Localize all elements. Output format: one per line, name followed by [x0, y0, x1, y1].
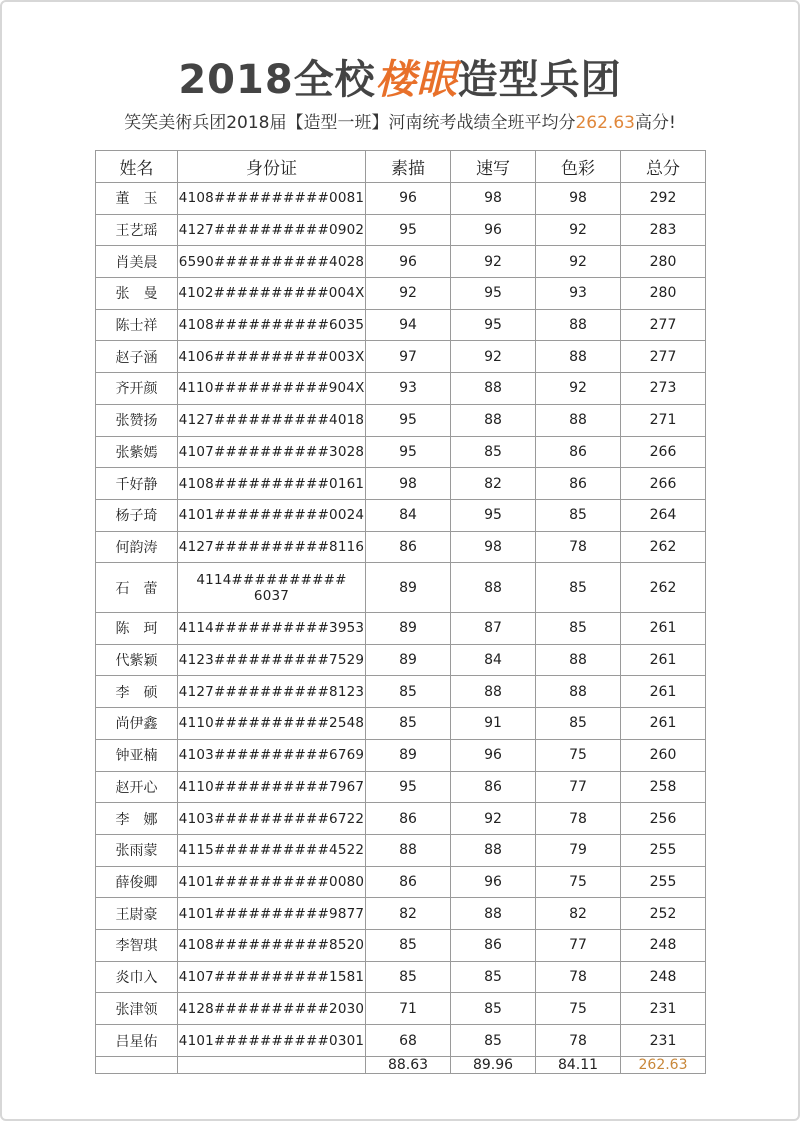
sketch-score: 84 — [366, 499, 451, 531]
total-score: 261 — [621, 676, 706, 708]
total-score: 262 — [621, 563, 706, 613]
color-score: 88 — [536, 309, 621, 341]
id-number: 4107##########3028 — [178, 436, 366, 468]
id-number: 4127##########4018 — [178, 404, 366, 436]
student-name: 董 玉 — [96, 183, 178, 215]
id-number: 4107##########1581 — [178, 961, 366, 993]
student-name: 李 硕 — [96, 676, 178, 708]
subtitle-text: 笑笑美術兵团2018届【造型一班】河南统考战绩全班平均分 — [124, 113, 576, 133]
color-score: 77 — [536, 771, 621, 803]
student-name: 石 蕾 — [96, 563, 178, 613]
id-number: 4106##########003X — [178, 341, 366, 373]
quick-sketch-score: 96 — [451, 214, 536, 246]
id-number: 4103##########6769 — [178, 739, 366, 771]
sketch-score: 96 — [366, 183, 451, 215]
quick-sketch-score: 88 — [451, 676, 536, 708]
student-name: 炎巾入 — [96, 961, 178, 993]
sketch-score: 94 — [366, 309, 451, 341]
table-row — [96, 341, 706, 373]
id-number: 6590##########4028 — [178, 246, 366, 278]
page-title — [0, 48, 800, 105]
quick-sketch-score: 84 — [451, 644, 536, 676]
table-row — [96, 676, 706, 708]
table-row — [96, 993, 706, 1025]
color-score: 85 — [536, 613, 621, 645]
color-score: 93 — [536, 278, 621, 310]
student-name: 张雨蒙 — [96, 834, 178, 866]
table-row — [96, 739, 706, 771]
subtitle-average: 262.63 — [575, 113, 635, 133]
total-score: 231 — [621, 993, 706, 1025]
quick-sketch-score: 88 — [451, 898, 536, 930]
quick-sketch-score: 85 — [451, 436, 536, 468]
color-score: 88 — [536, 644, 621, 676]
total-score: 264 — [621, 499, 706, 531]
sketch-score: 71 — [366, 993, 451, 1025]
student-name: 王艺瑶 — [96, 214, 178, 246]
sketch-score: 97 — [366, 341, 451, 373]
average-row — [96, 1057, 706, 1074]
title-accent: 楼眼 — [375, 57, 458, 103]
student-name: 王尉豪 — [96, 898, 178, 930]
id-number: 4101##########0080 — [178, 866, 366, 898]
student-name: 杨子琦 — [96, 499, 178, 531]
student-name: 吕星佑 — [96, 1025, 178, 1057]
sketch-score: 85 — [366, 929, 451, 961]
sketch-score: 86 — [366, 531, 451, 563]
sketch-score: 96 — [366, 246, 451, 278]
total-score: 252 — [621, 898, 706, 930]
sketch-score: 85 — [366, 961, 451, 993]
id-number: 4108##########8520 — [178, 929, 366, 961]
id-number: 4101##########0301 — [178, 1025, 366, 1057]
sketch-score: 95 — [366, 214, 451, 246]
table-row — [96, 834, 706, 866]
quick-sketch-score: 95 — [451, 278, 536, 310]
student-name: 李智琪 — [96, 929, 178, 961]
quick-sketch-score: 87 — [451, 613, 536, 645]
sketch-score: 92 — [366, 278, 451, 310]
table-row — [96, 309, 706, 341]
id-number: 4127##########0902 — [178, 214, 366, 246]
id-number: 4114##########3953 — [178, 613, 366, 645]
color-score: 98 — [536, 183, 621, 215]
table-header-row — [96, 151, 706, 183]
color-score: 82 — [536, 898, 621, 930]
color-score: 75 — [536, 993, 621, 1025]
quick-sketch-score: 95 — [451, 499, 536, 531]
total-score: 292 — [621, 183, 706, 215]
student-name: 尚伊鑫 — [96, 708, 178, 740]
table-row — [96, 404, 706, 436]
color-score: 75 — [536, 866, 621, 898]
sketch-score: 95 — [366, 771, 451, 803]
sketch-score: 82 — [366, 898, 451, 930]
color-score: 88 — [536, 404, 621, 436]
table-row — [96, 866, 706, 898]
total-score: 260 — [621, 739, 706, 771]
id-number: 4110##########7967 — [178, 771, 366, 803]
sketch-score: 89 — [366, 613, 451, 645]
color-score: 77 — [536, 929, 621, 961]
student-name: 代紫颖 — [96, 644, 178, 676]
average-name-cell — [96, 1057, 178, 1074]
color-score: 85 — [536, 499, 621, 531]
student-name: 齐开颜 — [96, 373, 178, 405]
color-score: 78 — [536, 531, 621, 563]
total-score: 261 — [621, 644, 706, 676]
total-score: 258 — [621, 771, 706, 803]
average-color: 84.11 — [536, 1057, 621, 1074]
id-number: 4108##########6035 — [178, 309, 366, 341]
table-row — [96, 771, 706, 803]
sketch-score: 89 — [366, 739, 451, 771]
color-score: 92 — [536, 373, 621, 405]
subtitle-tail: 高分! — [634, 113, 676, 133]
page-subtitle — [0, 108, 800, 133]
sketch-score: 86 — [366, 803, 451, 835]
color-score: 92 — [536, 246, 621, 278]
quick-sketch-score: 85 — [451, 961, 536, 993]
header-id: 身份证 — [178, 151, 366, 183]
quick-sketch-score: 98 — [451, 531, 536, 563]
table-row — [96, 183, 706, 215]
student-name: 何韵涛 — [96, 531, 178, 563]
id-number: 4103##########6722 — [178, 803, 366, 835]
sketch-score: 89 — [366, 563, 451, 613]
quick-sketch-score: 82 — [451, 468, 536, 500]
color-score: 86 — [536, 436, 621, 468]
title-suffix: 造型兵团 — [457, 57, 622, 103]
average-sketch: 88.63 — [366, 1057, 451, 1074]
id-number: 4102##########004X — [178, 278, 366, 310]
quick-sketch-score: 88 — [451, 373, 536, 405]
total-score: 255 — [621, 834, 706, 866]
table-row — [96, 613, 706, 645]
total-score: 261 — [621, 613, 706, 645]
student-name: 张津领 — [96, 993, 178, 1025]
total-score: 266 — [621, 468, 706, 500]
id-number: 4101##########0024 — [178, 499, 366, 531]
quick-sketch-score: 86 — [451, 771, 536, 803]
quick-sketch-score: 96 — [451, 739, 536, 771]
quick-sketch-score: 96 — [451, 866, 536, 898]
score-table — [95, 150, 706, 1074]
total-score: 271 — [621, 404, 706, 436]
id-number: 4108##########0161 — [178, 468, 366, 500]
table-body — [96, 183, 706, 1057]
id-number: 4101##########9877 — [178, 898, 366, 930]
table-row — [96, 898, 706, 930]
average-total: 262.63 — [621, 1057, 706, 1074]
table-row — [96, 961, 706, 993]
student-name: 张 曼 — [96, 278, 178, 310]
table-row — [96, 278, 706, 310]
id-number: 4127##########8123 — [178, 676, 366, 708]
header-quick-sketch: 速写 — [451, 151, 536, 183]
student-name: 千好静 — [96, 468, 178, 500]
table-row — [96, 373, 706, 405]
id-number: 4115##########4522 — [178, 834, 366, 866]
id-number: 4127##########8116 — [178, 531, 366, 563]
sketch-score: 93 — [366, 373, 451, 405]
sketch-score: 68 — [366, 1025, 451, 1057]
sketch-score: 95 — [366, 404, 451, 436]
quick-sketch-score: 88 — [451, 834, 536, 866]
total-score: 277 — [621, 309, 706, 341]
color-score: 78 — [536, 961, 621, 993]
quick-sketch-score: 95 — [451, 309, 536, 341]
table-row — [96, 499, 706, 531]
table-row — [96, 214, 706, 246]
total-score: 280 — [621, 278, 706, 310]
header-total: 总分 — [621, 151, 706, 183]
header-sketch: 素描 — [366, 151, 451, 183]
quick-sketch-score: 92 — [451, 341, 536, 373]
student-name: 肖美晨 — [96, 246, 178, 278]
student-name: 赵开心 — [96, 771, 178, 803]
student-name: 李 娜 — [96, 803, 178, 835]
quick-sketch-score: 98 — [451, 183, 536, 215]
quick-sketch-score: 86 — [451, 929, 536, 961]
quick-sketch-score: 88 — [451, 563, 536, 613]
total-score: 266 — [621, 436, 706, 468]
total-score: 261 — [621, 708, 706, 740]
color-score: 85 — [536, 708, 621, 740]
total-score: 277 — [621, 341, 706, 373]
student-name: 赵子涵 — [96, 341, 178, 373]
total-score: 255 — [621, 866, 706, 898]
sketch-score: 95 — [366, 436, 451, 468]
total-score: 231 — [621, 1025, 706, 1057]
sketch-score: 89 — [366, 644, 451, 676]
color-score: 86 — [536, 468, 621, 500]
table-row — [96, 563, 706, 613]
table-row — [96, 436, 706, 468]
color-score: 88 — [536, 341, 621, 373]
total-score: 262 — [621, 531, 706, 563]
table-row — [96, 246, 706, 278]
color-score: 92 — [536, 214, 621, 246]
quick-sketch-score: 92 — [451, 246, 536, 278]
color-score: 79 — [536, 834, 621, 866]
table-row — [96, 468, 706, 500]
total-score: 280 — [621, 246, 706, 278]
table-row — [96, 929, 706, 961]
total-score: 248 — [621, 929, 706, 961]
table-row — [96, 1025, 706, 1057]
student-name: 薛俊卿 — [96, 866, 178, 898]
color-score: 78 — [536, 1025, 621, 1057]
student-name: 陈士祥 — [96, 309, 178, 341]
table-row — [96, 708, 706, 740]
total-score: 248 — [621, 961, 706, 993]
id-number: 4110##########904X — [178, 373, 366, 405]
sketch-score: 88 — [366, 834, 451, 866]
color-score: 85 — [536, 563, 621, 613]
total-score: 283 — [621, 214, 706, 246]
quick-sketch-score: 85 — [451, 1025, 536, 1057]
header-color: 色彩 — [536, 151, 621, 183]
table-row — [96, 531, 706, 563]
id-number: 4123##########7529 — [178, 644, 366, 676]
table-row — [96, 644, 706, 676]
sketch-score: 85 — [366, 708, 451, 740]
color-score: 78 — [536, 803, 621, 835]
id-number: 4108##########0081 — [178, 183, 366, 215]
average-quick-sketch: 89.96 — [451, 1057, 536, 1074]
total-score: 256 — [621, 803, 706, 835]
student-name: 张赞扬 — [96, 404, 178, 436]
student-name: 钟亚楠 — [96, 739, 178, 771]
table-row — [96, 803, 706, 835]
id-number: 4114########## 6037 — [178, 563, 366, 613]
student-name: 陈 珂 — [96, 613, 178, 645]
sketch-score: 86 — [366, 866, 451, 898]
sketch-score: 98 — [366, 468, 451, 500]
id-number: 4128##########2030 — [178, 993, 366, 1025]
header-name: 姓名 — [96, 151, 178, 183]
quick-sketch-score: 88 — [451, 404, 536, 436]
quick-sketch-score: 91 — [451, 708, 536, 740]
average-id-cell — [178, 1057, 366, 1074]
title-prefix: 2018全校 — [178, 57, 376, 103]
student-name: 张紫嫣 — [96, 436, 178, 468]
quick-sketch-score: 85 — [451, 993, 536, 1025]
color-score: 75 — [536, 739, 621, 771]
id-number: 4110##########2548 — [178, 708, 366, 740]
sketch-score: 85 — [366, 676, 451, 708]
quick-sketch-score: 92 — [451, 803, 536, 835]
color-score: 88 — [536, 676, 621, 708]
total-score: 273 — [621, 373, 706, 405]
